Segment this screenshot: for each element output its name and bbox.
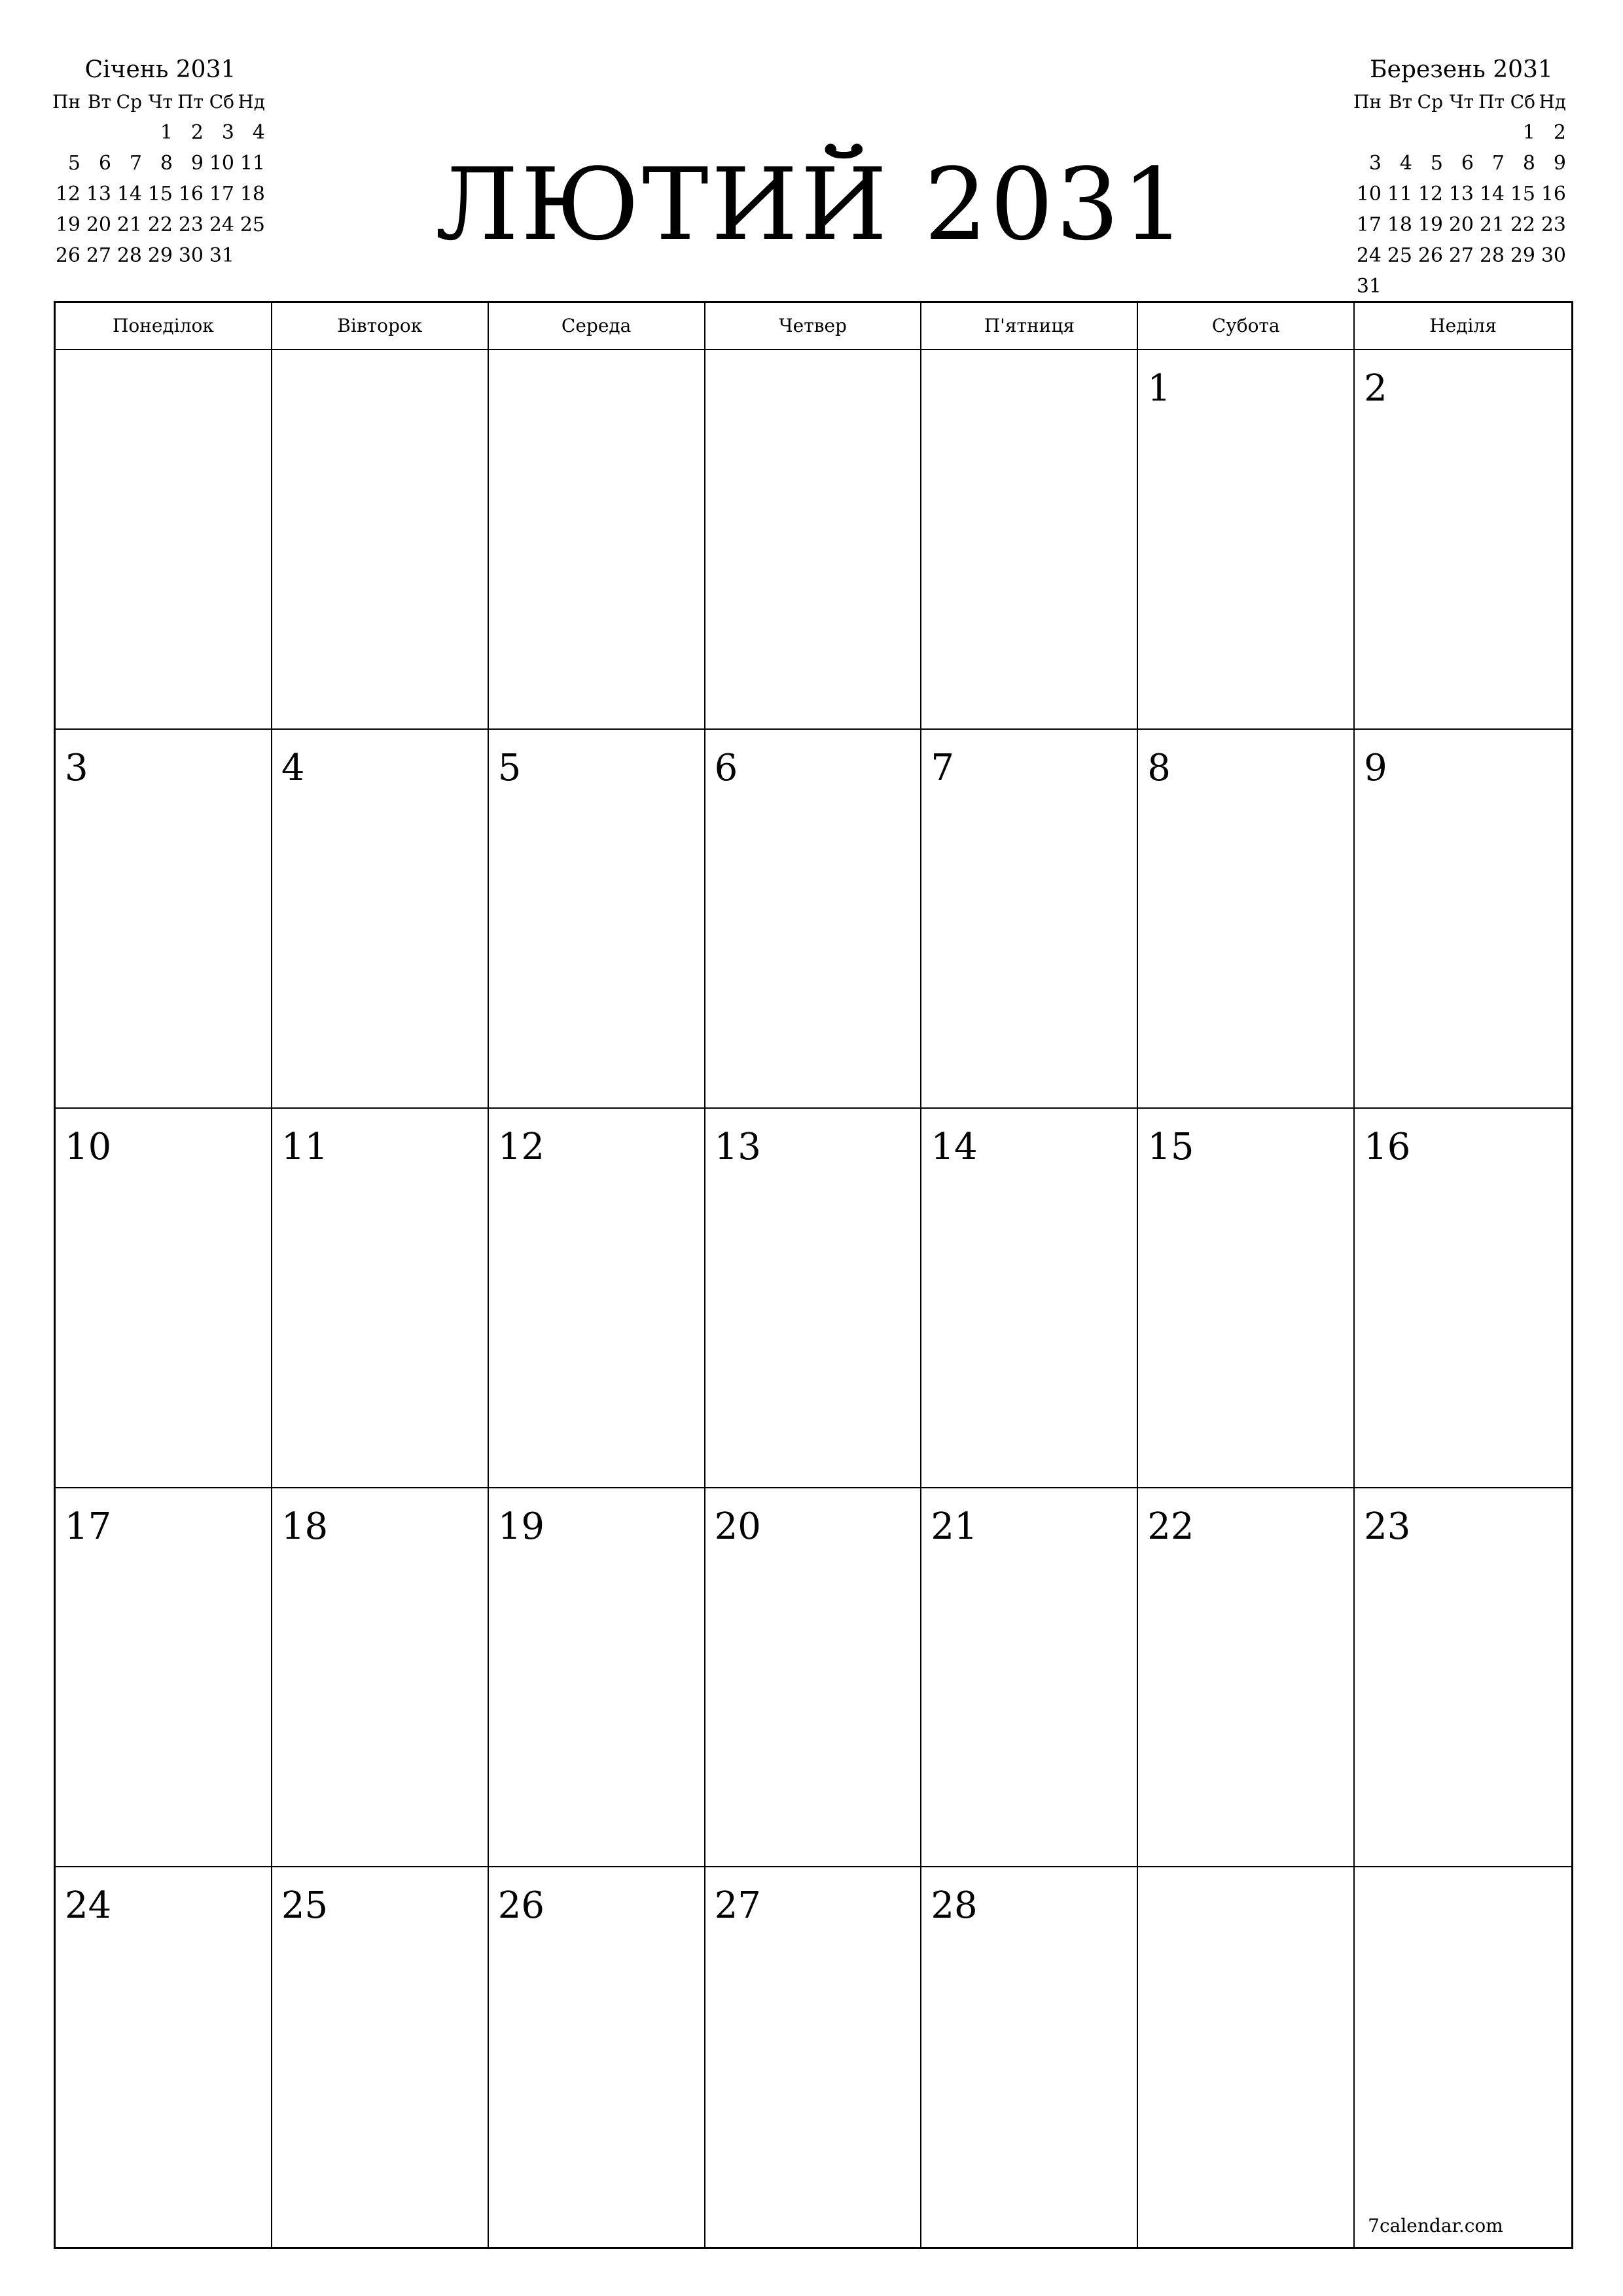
next-month-day: 16: [1541, 183, 1566, 206]
prev-month-day: 1: [160, 121, 173, 144]
next-month-day: [1353, 117, 1384, 148]
prev-month-day: 9: [190, 152, 204, 175]
prev-month-day: 23: [178, 213, 204, 236]
day-cell[interactable]: [56, 1488, 272, 1868]
day-cell[interactable]: [272, 1109, 489, 1488]
next-month-day: 12: [1418, 183, 1443, 206]
next-month-mini-calendar: [1353, 54, 1569, 302]
prev-month-weekday: Сб: [209, 91, 234, 113]
next-month-day: [1476, 117, 1507, 148]
day-cell[interactable]: [1138, 350, 1355, 730]
day-number: 5: [497, 746, 522, 789]
next-month-day: 5: [1430, 152, 1443, 175]
prev-month-day: 19: [55, 213, 80, 236]
prev-month-day: 21: [116, 213, 142, 236]
day-number: 28: [931, 1884, 978, 1928]
next-month-day: [1384, 117, 1415, 148]
day-number: 27: [714, 1884, 761, 1928]
day-cell[interactable]: [921, 1867, 1138, 2247]
prev-month-day: 27: [86, 244, 111, 267]
prev-month-day: 11: [240, 152, 265, 175]
day-number: 6: [714, 746, 738, 789]
day-cell[interactable]: [705, 1867, 922, 2247]
day-number: 13: [714, 1126, 761, 1169]
prev-month-day: 16: [178, 183, 204, 206]
day-cell[interactable]: [705, 1109, 922, 1488]
prev-month-day: 8: [160, 152, 173, 175]
prev-month-day: 30: [178, 244, 204, 267]
next-month-weekday: Пн: [1353, 91, 1382, 113]
prev-month-day: 5: [67, 152, 80, 175]
next-month-day: 29: [1510, 244, 1535, 267]
day-number: 19: [497, 1505, 544, 1548]
next-month-day: 21: [1479, 213, 1505, 236]
page-title: ЛЮТИЙ 2031: [435, 147, 1188, 262]
day-number: 16: [1364, 1126, 1411, 1169]
day-cell[interactable]: [272, 350, 489, 730]
day-cell[interactable]: [489, 1867, 705, 2247]
day-number: 20: [714, 1505, 761, 1548]
day-number: 7: [931, 746, 955, 789]
next-month-day: 2: [1553, 121, 1566, 144]
next-month-day: 25: [1387, 244, 1412, 267]
day-number: 2: [1364, 367, 1387, 410]
day-number: 15: [1147, 1126, 1194, 1169]
day-cell[interactable]: [1138, 1109, 1355, 1488]
day-cell[interactable]: [921, 1488, 1138, 1868]
prev-month-day: 7: [129, 152, 142, 175]
prev-month-day: 2: [190, 121, 204, 144]
day-number: 8: [1147, 746, 1171, 789]
prev-month-day: 14: [116, 183, 142, 206]
prev-month-day: 18: [240, 183, 265, 206]
prev-month-weekday: Пт: [177, 91, 204, 113]
prev-month-day: 31: [209, 244, 234, 267]
next-month-weekday: Нд: [1539, 91, 1566, 113]
day-number: 23: [1364, 1505, 1411, 1548]
prev-month-day: 12: [55, 183, 80, 206]
next-month-day: 7: [1491, 152, 1505, 175]
weekday-header: Вівторок: [272, 303, 489, 350]
next-month-weekday: Вт: [1388, 91, 1412, 113]
next-month-weekday: Ср: [1417, 91, 1443, 113]
day-number: 12: [497, 1126, 544, 1169]
next-month-day: 15: [1510, 183, 1535, 206]
weekday-header: Середа: [489, 303, 705, 350]
weekday-header: П'ятниця: [921, 303, 1138, 350]
next-month-day: 13: [1448, 183, 1474, 206]
day-cell[interactable]: [705, 730, 922, 1109]
next-month-day: 27: [1448, 244, 1474, 267]
prev-month-day: 26: [55, 244, 80, 267]
day-cell[interactable]: [272, 1867, 489, 2247]
day-number: 26: [497, 1884, 544, 1928]
next-month-day: 3: [1368, 152, 1382, 175]
day-number: 22: [1147, 1505, 1194, 1548]
day-cell[interactable]: [1138, 1867, 1355, 2247]
next-month-day: 4: [1399, 152, 1412, 175]
day-cell[interactable]: [705, 1488, 922, 1868]
day-cell[interactable]: [489, 730, 705, 1109]
prev-month-day: 22: [147, 213, 173, 236]
weekday-header: Неділя: [1355, 303, 1571, 350]
next-month-weekday: Пт: [1478, 91, 1505, 113]
month-grid: [54, 301, 1573, 2249]
prev-month-weekday: Чт: [148, 91, 173, 113]
weekday-header: Субота: [1138, 303, 1355, 350]
next-month-day: 23: [1541, 213, 1566, 236]
next-month-day: 14: [1479, 183, 1505, 206]
day-cell[interactable]: [56, 1109, 272, 1488]
next-month-day: [1415, 117, 1446, 148]
day-cell[interactable]: [272, 730, 489, 1109]
next-month-day: 31: [1356, 275, 1382, 298]
next-month-day: 22: [1510, 213, 1535, 236]
day-number: 11: [281, 1126, 329, 1169]
prev-month-weekday: Пн: [52, 91, 81, 113]
prev-month-day: 15: [147, 183, 173, 206]
day-cell[interactable]: [1355, 1867, 1571, 2247]
day-cell[interactable]: [1355, 1109, 1571, 1488]
day-cell[interactable]: [921, 730, 1138, 1109]
day-number: 3: [65, 746, 88, 789]
day-number: 10: [65, 1126, 112, 1169]
next-month-day: 6: [1461, 152, 1474, 175]
day-cell[interactable]: [1355, 1488, 1571, 1868]
next-month-grid: [1353, 86, 1569, 302]
day-cell[interactable]: [1138, 1488, 1355, 1868]
day-number: 25: [281, 1884, 329, 1928]
next-month-day: 1: [1522, 121, 1535, 144]
prev-month-day: 4: [252, 121, 265, 144]
day-number: 21: [931, 1505, 978, 1548]
day-cell[interactable]: [272, 1488, 489, 1868]
day-number: 9: [1364, 746, 1387, 789]
day-number: 14: [931, 1126, 978, 1169]
weekday-header: Понеділок: [56, 303, 272, 350]
prev-month-weekday: Нд: [238, 91, 265, 113]
next-month-day: 30: [1541, 244, 1566, 267]
prev-month-day: 28: [116, 244, 142, 267]
prev-month-day: 13: [86, 183, 111, 206]
day-number: 18: [281, 1505, 329, 1548]
next-month-weekday: Чт: [1449, 91, 1474, 113]
prev-month-title: Січень 2031: [84, 56, 236, 83]
weekday-header: Четвер: [705, 303, 922, 350]
day-cell[interactable]: [1355, 350, 1571, 730]
next-month-day: [1446, 117, 1476, 148]
prev-month-day: 10: [209, 152, 234, 175]
day-cell[interactable]: [489, 350, 705, 730]
day-cell[interactable]: [921, 350, 1138, 730]
prev-month-day: 20: [86, 213, 111, 236]
prev-month-day: 25: [240, 213, 265, 236]
next-month-day: 26: [1418, 244, 1443, 267]
next-month-day: 28: [1479, 244, 1505, 267]
day-cell[interactable]: [1355, 730, 1571, 1109]
prev-month-weekday: Вт: [87, 91, 111, 113]
day-cell[interactable]: [56, 350, 272, 730]
day-cell[interactable]: [489, 1109, 705, 1488]
next-month-day: 10: [1356, 183, 1382, 206]
prev-month-day: 3: [221, 121, 234, 144]
day-cell[interactable]: [705, 350, 922, 730]
next-month-day: 17: [1356, 213, 1382, 236]
day-cell[interactable]: [56, 1867, 272, 2247]
site-credit: 7calendar.com: [1368, 2214, 1503, 2236]
next-month-day: 18: [1387, 213, 1412, 236]
next-month-title: Березень 2031: [1370, 56, 1553, 83]
next-month-day: 19: [1418, 213, 1443, 236]
next-month-day: 24: [1356, 244, 1382, 267]
prev-month-day: 17: [209, 183, 234, 206]
prev-month-day: 24: [209, 213, 234, 236]
next-month-day: 8: [1522, 152, 1535, 175]
prev-month-day: 29: [147, 244, 173, 267]
next-month-day: 20: [1448, 213, 1474, 236]
next-month-day: 11: [1387, 183, 1412, 206]
day-cell[interactable]: [1138, 730, 1355, 1109]
day-cell[interactable]: [921, 1109, 1138, 1488]
next-month-weekday: Сб: [1510, 91, 1535, 113]
day-cell[interactable]: [56, 730, 272, 1109]
day-number: 17: [65, 1505, 112, 1548]
prev-month-day: 6: [98, 152, 111, 175]
prev-month-weekday: Ср: [116, 91, 142, 113]
day-number: 24: [65, 1884, 112, 1928]
day-number: 4: [281, 746, 305, 789]
next-month-day: 9: [1553, 152, 1566, 175]
day-number: 1: [1147, 367, 1171, 410]
day-cell[interactable]: [489, 1488, 705, 1868]
